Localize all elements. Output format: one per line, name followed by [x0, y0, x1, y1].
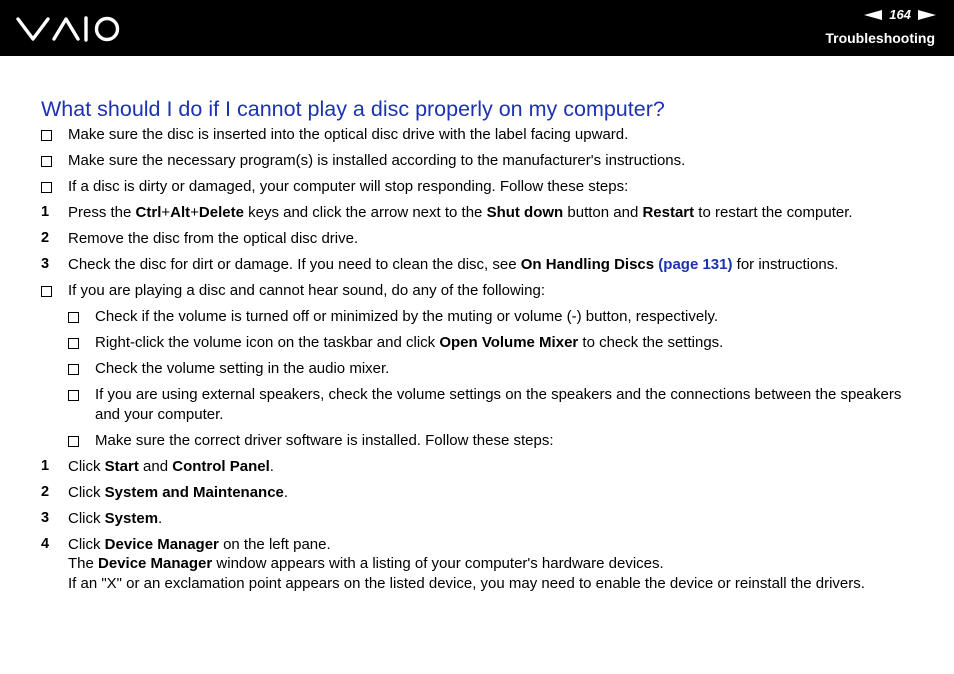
- bullet-text: Right-click the volume icon on the taskbar and click Open Volume Mixer to check the settings.: [95, 334, 724, 351]
- step-item: [41, 229, 921, 249]
- bullet-item: [41, 125, 921, 145]
- step-number: 1: [41, 204, 50, 220]
- sub-bullet-item: [41, 431, 921, 451]
- step-text: Remove the disc from the optical disc drive.: [68, 230, 359, 247]
- checkbox-bullet-icon: [68, 312, 79, 323]
- bullet-text: If you are using external speakers, check the volume settings on the speakers and the connections between the speakers and your computer.: [95, 386, 902, 423]
- device-manager-term: Device Manager: [98, 555, 213, 572]
- system-and-maintenance-term: System and Maintenance: [104, 483, 284, 501]
- bullet-text: Check the volume setting in the audio mixer.: [95, 360, 390, 377]
- step-text: Check the disc for dirt or damage. If you need to clean the disc, see On Handling Discs (page 131) for instructions.: [68, 256, 839, 273]
- bullet-text: Make sure the correct driver software is installed. Follow these steps:: [95, 431, 554, 449]
- bullet-text: Check if the volume is turned off or minimized by the muting or volume (-) button, respectively.: [95, 308, 719, 325]
- page-pager: [864, 7, 936, 22]
- key-delete: Delete: [198, 204, 244, 221]
- step-text: Click Start and Control Panel.: [68, 457, 274, 475]
- checkbox-bullet-icon: [68, 338, 79, 349]
- shut-down-term: Shut down: [486, 204, 564, 221]
- step-number: 3: [41, 256, 50, 272]
- checkbox-bullet-icon: [41, 156, 52, 167]
- step-text: Click System.: [68, 509, 163, 527]
- checkbox-bullet-icon: [68, 364, 79, 375]
- vaio-logo: [16, 14, 122, 44]
- checkbox-bullet-icon: [68, 390, 79, 401]
- step-number: 3: [41, 509, 50, 526]
- bullet-text: Make sure the disc is inserted into the optical disc drive with the label facing upward.: [68, 126, 629, 143]
- step-number: 2: [41, 483, 50, 500]
- next-page-arrow-icon[interactable]: [918, 10, 936, 20]
- step-number: 2: [41, 230, 50, 246]
- open-volume-mixer-term: Open Volume Mixer: [439, 334, 579, 351]
- checkbox-bullet-icon: [41, 130, 52, 141]
- device-manager-term: Device Manager: [104, 535, 219, 553]
- step-number: 4: [41, 535, 50, 552]
- page-title: What should I do if I cannot play a disc properly on my computer?: [41, 97, 665, 121]
- page-number: 164: [889, 7, 911, 22]
- step-item: [41, 483, 921, 503]
- page-header: [0, 0, 954, 56]
- checkbox-bullet-icon: [41, 182, 52, 193]
- step-item: [41, 255, 921, 275]
- section-title: Troubleshooting: [825, 30, 935, 46]
- step-text: Click Device Manager on the left pane. The Device Manager window appears with a listing of your computer's hardware devices. If an "X" or an exclamation point appears on the listed device, you may need to enable the device or reinstall the drivers.: [68, 535, 865, 592]
- step-text: Press the Ctrl+Alt+Delete keys and click the arrow next to the Shut down button and Restart to restart the computer.: [68, 204, 853, 221]
- main-content: [41, 96, 921, 593]
- checkbox-bullet-icon: [41, 286, 52, 297]
- sub-bullet-item: [41, 359, 921, 379]
- key-alt: Alt: [170, 204, 191, 221]
- sub-bullet-item: [41, 333, 921, 353]
- page-131-link[interactable]: (page 131): [658, 256, 733, 273]
- step-number: 1: [41, 457, 50, 474]
- sub-bullet-item: [41, 307, 921, 327]
- start-term: Start: [104, 457, 139, 475]
- checkbox-bullet-icon: [68, 436, 79, 447]
- restart-term: Restart: [642, 204, 695, 221]
- step-item: [41, 535, 921, 594]
- bullet-text: Make sure the necessary program(s) is installed according to the manufacturer's instructions.: [68, 152, 686, 169]
- sub-bullet-item: [41, 385, 921, 424]
- step-item: [41, 203, 921, 223]
- control-panel-term: Control Panel: [172, 457, 270, 475]
- key-ctrl: Ctrl: [135, 204, 162, 221]
- bullet-text: If a disc is dirty or damaged, your computer will stop responding. Follow these steps:: [68, 178, 629, 195]
- bullet-text: If you are playing a disc and cannot hear sound, do any of the following:: [68, 282, 545, 299]
- step-item: [41, 509, 921, 529]
- bullet-item: [41, 177, 921, 197]
- bullet-item: [41, 281, 921, 301]
- step-text: Click System and Maintenance.: [68, 483, 289, 501]
- on-handling-discs-term: On Handling Discs: [520, 256, 655, 273]
- bullet-item: [41, 151, 921, 171]
- step-item: [41, 457, 921, 477]
- system-term: System: [104, 509, 159, 527]
- previous-page-arrow-icon[interactable]: [864, 10, 882, 20]
